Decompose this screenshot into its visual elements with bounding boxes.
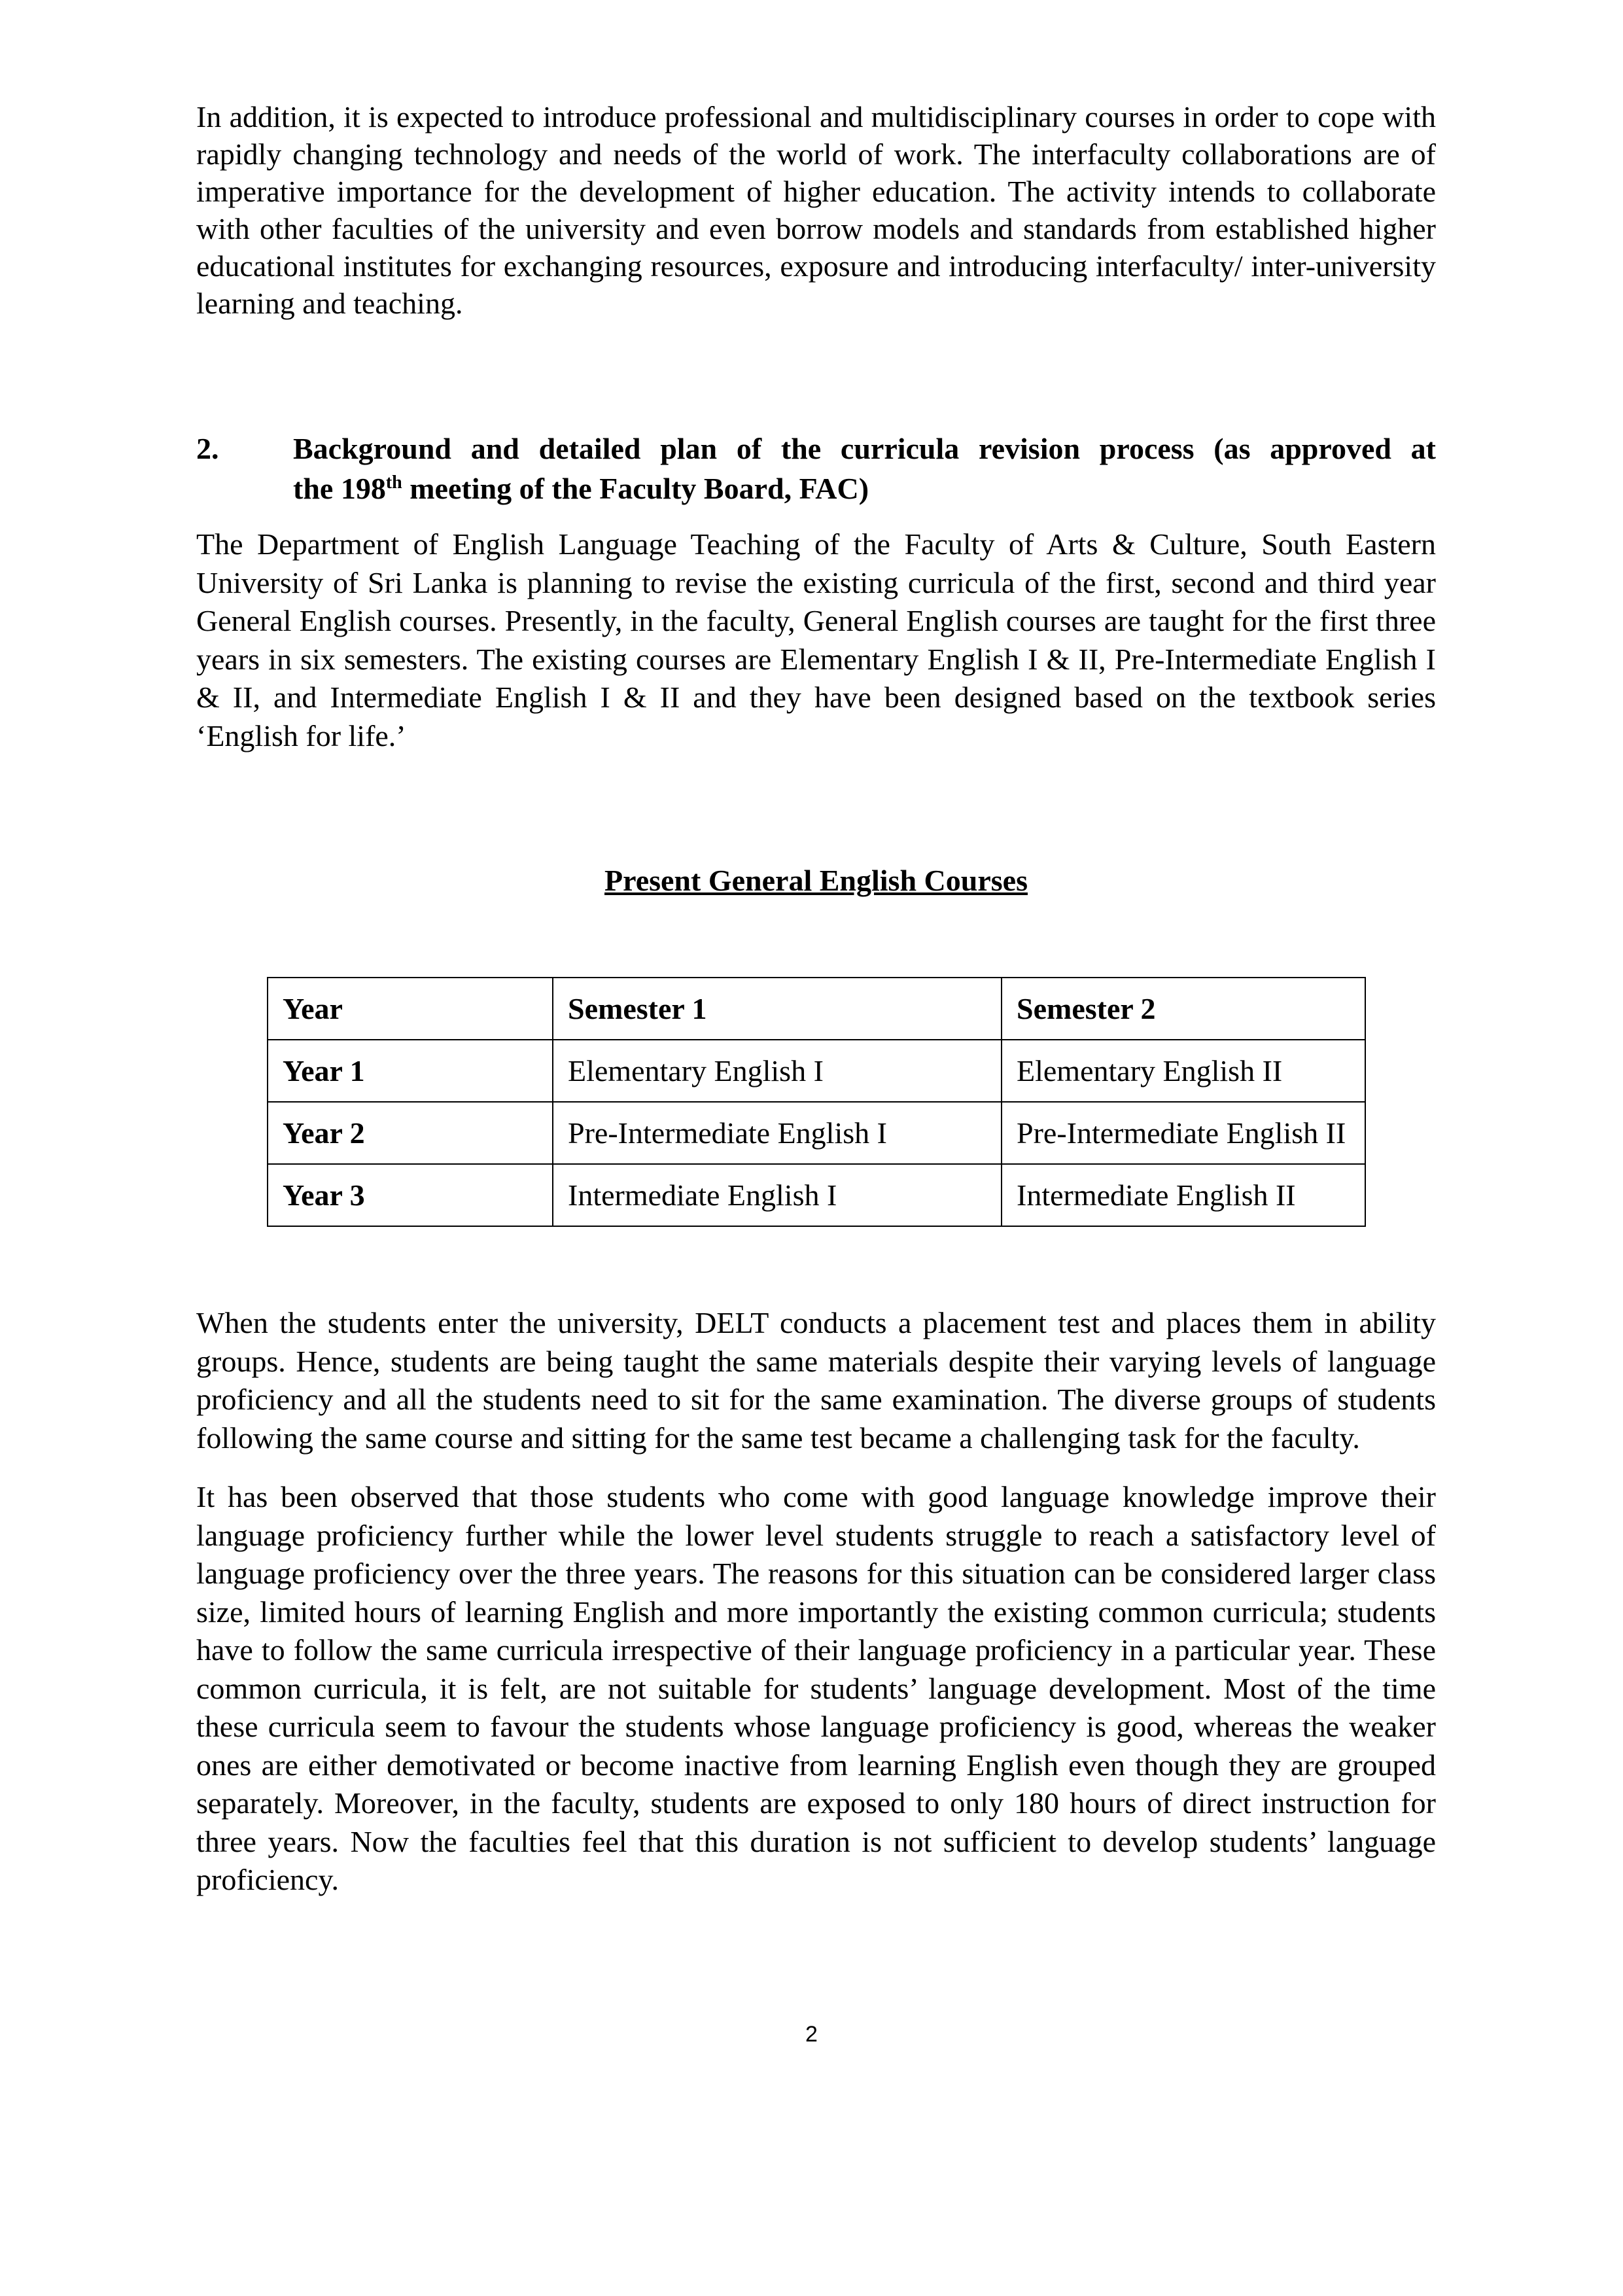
section-title-line2	[293, 472, 869, 505]
courses-table	[267, 977, 1366, 1227]
placement-paragraph: When the students enter the university, DELT conducts a placement test and places them in ability groups. Hence, students are being taught the same materials despite their varying levels of language proficiency and all the students need to sit for the same examination. The diverse groups of students following the same course and sitting for the same test became a challenging task for the faculty.	[196, 1306, 1436, 1455]
header-semester-1: Semester 1	[553, 978, 1002, 1040]
header-semester-2: Semester 2	[1002, 978, 1365, 1040]
table-row	[268, 1102, 1365, 1164]
section-title-line1: Background and detailed plan of the curricula revision process (as approved at	[293, 432, 1436, 465]
section-heading	[196, 429, 1436, 508]
cell-semester-2: Elementary English II	[1002, 1040, 1365, 1102]
cell-semester-1: Pre-Intermediate English I	[553, 1102, 1002, 1164]
section-title-part: the 198	[293, 472, 386, 505]
table-title: Present General English Courses	[604, 864, 1028, 897]
table-row	[268, 1040, 1365, 1102]
intro-paragraph: In addition, it is expected to introduce professional and multidisciplinary courses in order to cope with rapidly changing technology and needs of the world of work. The interfaculty collaborations are of imperative importance for the development of higher education. The activity intends to collaborate with other faculties of the university and even borrow models and standards from established higher educational institutes for exchanging resources, exposure and introducing interfaculty/ inter-university learning and teaching.	[196, 100, 1436, 320]
cell-year: Year 3	[268, 1164, 553, 1226]
ordinal-superscript: th	[385, 472, 402, 493]
section-number: 2.	[196, 432, 219, 465]
cell-year: Year 1	[268, 1040, 553, 1102]
document-page	[196, 98, 1436, 1899]
table-row	[268, 1164, 1365, 1226]
section-title	[293, 429, 1436, 508]
observation-paragraph: It has been observed that those students who come with good language knowledge improve their language proficiency further while the lower level students struggle to reach a satisfactory level of language proficiency over the three years. The reasons for this situation can be considered larger class size, limited hours of learning English and more importantly the existing common curricula; students have to follow the same curricula irrespective of their language proficiency in a particular year. These common curricula, it is felt, are not suitable for students’ language development. Most of the time these curricula seem to favour the students whose language proficiency is good, whereas the weaker ones are either demotivated or become inactive from learning English even though they are grouped separately. Moreover, in the faculty, students are exposed to only 180 hours of direct instruction for three years. Now the faculties feel that this duration is not sufficient to develop students’ language proficiency.	[196, 1480, 1436, 1896]
header-year: Year	[268, 978, 553, 1040]
table-header-row	[268, 978, 1365, 1040]
cell-semester-2: Intermediate English II	[1002, 1164, 1365, 1226]
cell-semester-1: Intermediate English I	[553, 1164, 1002, 1226]
cell-semester-2: Pre-Intermediate English II	[1002, 1102, 1365, 1164]
page-number: 2	[805, 2022, 818, 2047]
cell-semester-1: Elementary English I	[553, 1040, 1002, 1102]
cell-year: Year 2	[268, 1102, 553, 1164]
background-paragraph: The Department of English Language Teaching of the Faculty of Arts & Culture, South Eastern University of Sri Lanka is planning to revise the existing curricula of the first, second and third year General English courses. Presently, in the faculty, General English courses are taught for the first three years in six semesters. The existing courses are Elementary English I & II, Pre-Intermediate English I & II, and Intermediate English I & II and they have been designed based on the textbook series ‘English for life.’	[196, 527, 1436, 752]
section-title-part: meeting of the Faculty Board, FAC)	[402, 472, 869, 505]
